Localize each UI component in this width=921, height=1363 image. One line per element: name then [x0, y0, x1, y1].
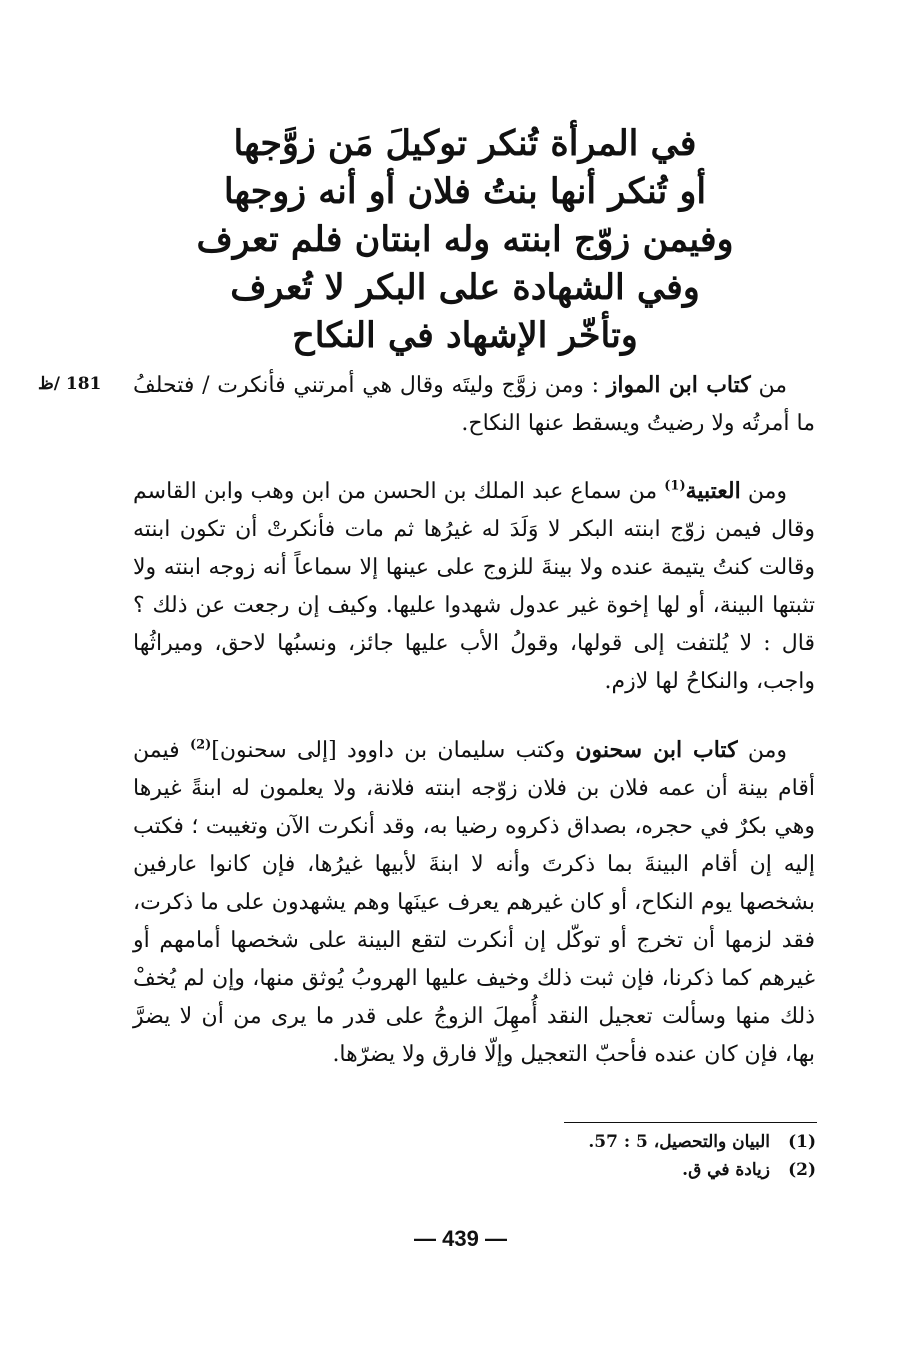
page-number: — 439 —	[414, 1226, 507, 1251]
paragraph-3	[133, 731, 815, 1074]
margin-folio-note: 181 /ظ	[38, 374, 102, 394]
footnote-text: البيان والتحصيل، 5 : 57.	[588, 1132, 770, 1152]
title-line-2: أو تُنكر أنها بنتُ فلان أو أنه زوجها	[223, 171, 707, 212]
source-reference: كتاب ابن سحنون	[575, 737, 738, 763]
paragraph-2	[133, 472, 815, 701]
footnote-marker-1[interactable]: (1)	[664, 478, 686, 494]
paragraph-text-b: فيمن أقام بينة أن عمه فلان بن فلان زوّجه ابنته فلانة، ولا يعلمون له ابنةً غيرها وهي بكرٌ في حجره، بصداق ذكروه رضيا به، وقد أنكرت الآن وتغيبت ؛ فكتب إليه إن أقام البينةَ بما ذكرتَ وأنه لا ابنةَ لأبيها غيرُها، فإن كانوا عارفين بشخصها يوم النكاح، أو كان غيرهم يعرف عينَها وهم يشهدون على ما ذكرت، فقد لزمها أن تخرج أو توكّل إن أنكرت لتقع البينة على شخصها أمامهم أو غيرهم كما ذكرنا، فإن ثبت ذلك وخيف عليها الهروبُ يُوثق منها، وإن لم يُخفْ ذلك منها وسألت تعجيل النقد أُمهِلَ الزوجُ على قدر ما يرى من أن لا يضرَّ بها، فإن كان عنده فأحبّ التعجيل وإلّا فارق ولا يضرّها.	[133, 738, 815, 1067]
paragraph-1	[133, 366, 815, 443]
footnote-text: زيادة في ق.	[682, 1160, 770, 1180]
footnote-1	[440, 1128, 816, 1156]
source-reference: العتبية	[685, 478, 741, 504]
footnote-number: (1)	[788, 1132, 816, 1152]
title-line-3: وفيمن زوّج ابنته وله ابنتان فلم تعرف	[196, 219, 734, 260]
source-reference: كتاب ابن المواز	[606, 372, 751, 398]
footnote-divider	[564, 1122, 817, 1123]
footnote-marker-2[interactable]: (2)	[189, 737, 212, 753]
footnote-number: (2)	[788, 1160, 816, 1180]
title-line-4: وفي الشهادة على البكر لا تُعرف	[230, 267, 700, 308]
paragraph-text: من سماع عبد الملك بن الحسن من ابن وهب وابن القاسم وقال فيمن زوّج ابنته البكر لا وَلَدَ له غيرُها ثم مات فأنكرتْ أن تكون ابنته وقالت كنتُ يتيمة عنده ولا بينةَ للزوج على عينها إلا سماعاً أنه زوجه ابنته ولا تثبتها البينة، أو لها إخوة غير عدول شهدوا عليها. وكيف إن رجعت عن ذلك ؟ قال : لا يُلتفت إلى قولها، وقولُ الأب عليها جائز، ونسبُها لاحق، وميراثُها واجب، والنكاحُ لها لازم.	[133, 479, 815, 694]
paragraph-lead: ومن	[747, 479, 787, 504]
chapter-title	[180, 120, 750, 360]
title-line-1: في المرأة تُنكر توكيلَ مَن زوَّجها	[233, 123, 697, 164]
paragraph-lead: من	[758, 373, 787, 398]
title-line-5: وتأخّر الإشهاد في النكاح	[292, 315, 638, 356]
footnote-2	[440, 1156, 816, 1184]
paragraph-lead: ومن	[747, 738, 788, 763]
footnotes	[440, 1128, 816, 1184]
paragraph-text-a: وكتب سليمان بن داوود [إلى سحنون]	[211, 738, 565, 763]
paragraph-text: : ومن زوَّج وليتَه وقال هي أمرتني فأنكرت / فتحلفُ ما أمرتُه ولا رضيتُ ويسقط عنها النكاح.	[133, 373, 815, 436]
